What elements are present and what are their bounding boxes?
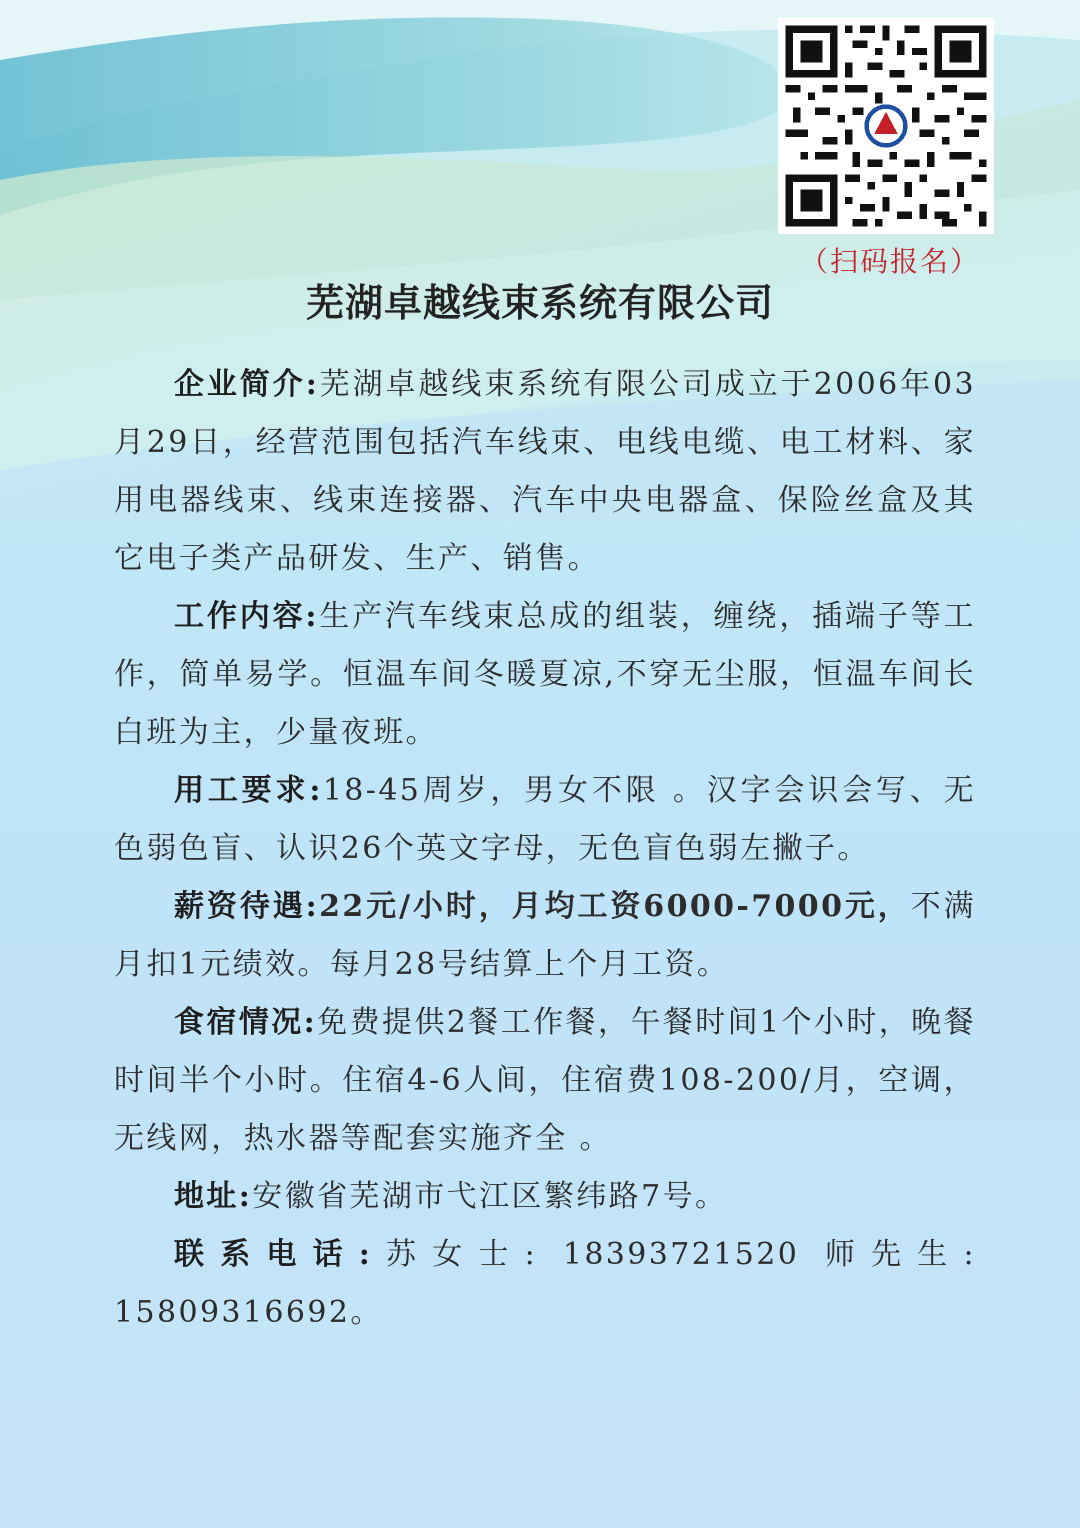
section-text: 安徽省芜湖市弋江区繁纬路7号。 [252, 1179, 728, 1214]
section-text: 生产汽车线束总成的组装，缠绕，插端子等工作，简单易学。恒温车间冬暖夏凉,不穿无尘服，恒温车间长白班为主，少量夜班。 [114, 599, 977, 750]
section-text: 18-45周岁，男女不限 。汉字会识会写、无色弱色盲、认识26个英文字母，无色盲色弱左撇子。 [114, 773, 976, 866]
scan-to-register-caption: （扫码报名） [800, 245, 981, 278]
section-label: 用工要求: [174, 773, 323, 808]
section-lodging [114, 994, 976, 1168]
section-label: 企业简介: [174, 367, 320, 402]
section-label: 地址: [174, 1179, 253, 1214]
section-work-content [114, 588, 976, 762]
contact-phone-text[interactable]: 苏女士: 18393721520 师先生: 15809316692。 [114, 1237, 976, 1330]
section-label: 食宿情况: [174, 1005, 318, 1040]
section-company-intro [114, 356, 976, 588]
qr-code-image [778, 18, 994, 234]
section-label: 薪资待遇: [174, 889, 320, 924]
salary-emphasis: 22元/小时，月均工资6000-7000元， [319, 889, 911, 924]
page-title: 芜湖卓越线束系统有限公司 [305, 280, 774, 325]
qr-code[interactable] [778, 18, 994, 234]
section-label: 工作内容: [174, 599, 319, 634]
section-label: 联系电话: [174, 1237, 373, 1272]
section-text: 不满月扣1元绩效。每月28号结算上个月工资。 [114, 889, 976, 982]
section-requirements [114, 762, 976, 878]
section-contact [114, 1226, 976, 1342]
section-text: 芜湖卓越线束系统有限公司成立于2006年03月29日，经营范围包括汽车线束、电线电缆、电工材料、家用电器线束、线束连接器、汽车中央电器盒、保险丝盒及其它电子类产品研发、生产、销售。 [114, 367, 976, 576]
section-address [114, 1168, 976, 1226]
section-text: 免费提供2餐工作餐，午餐时间1个小时，晚餐时间半个小时。住宿4-6人间，住宿费108-200/月，空调，无线网，热水器等配套实施齐全 。 [114, 1005, 977, 1156]
section-salary [114, 878, 976, 994]
job-posting-body [114, 356, 976, 1342]
